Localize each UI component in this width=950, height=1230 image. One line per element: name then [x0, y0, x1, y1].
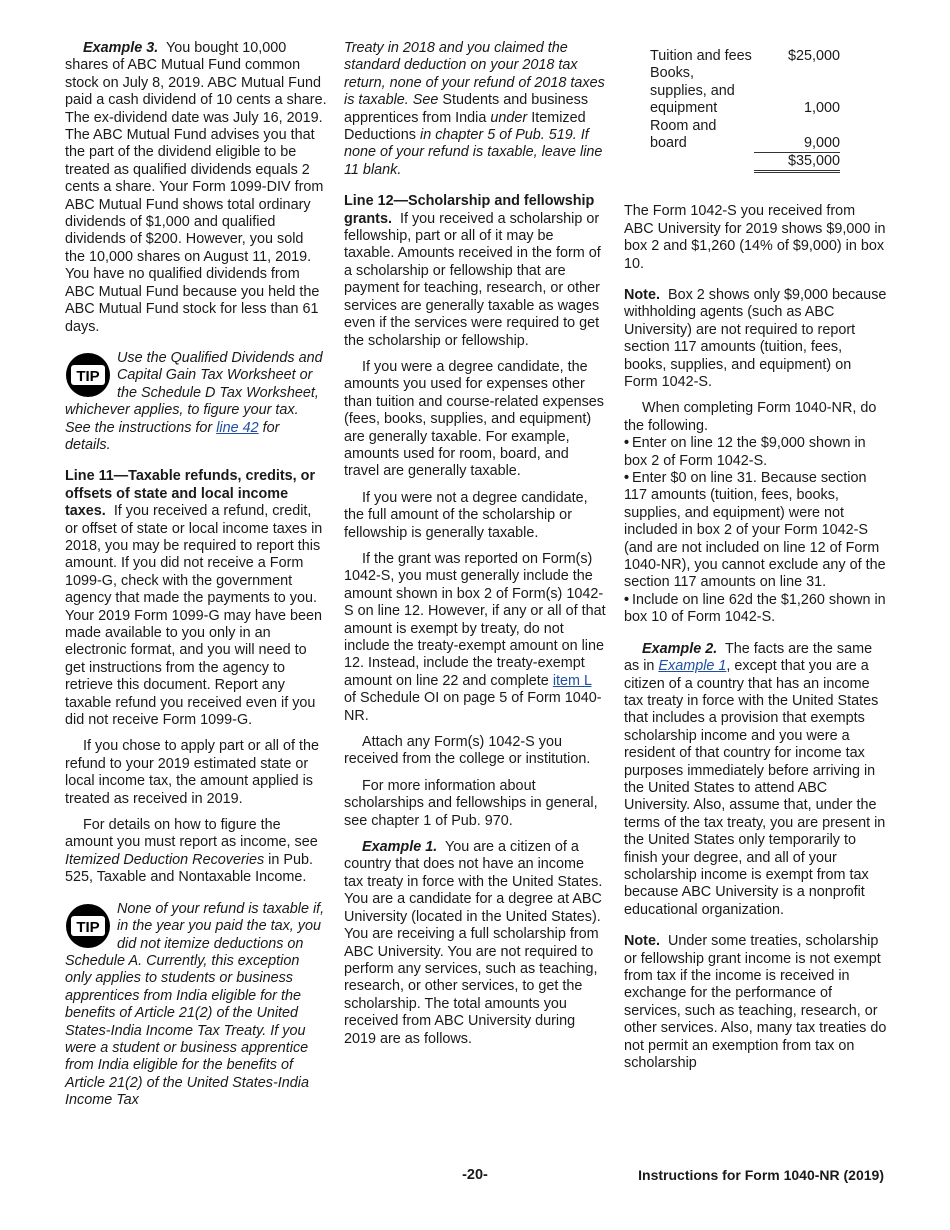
note-1-label: Note. — [624, 286, 660, 303]
line-12-paragraph — [344, 193, 606, 350]
bullet-text: Enter $0 on line 31. Because section 117 amounts (tuition, fees, books, supplies, and equipment) were not included in box 2 of your Form 1042-S (and are not included on line 12 of Form 1040-NR), you cannot exclude any of the section 117 amounts on line 31. — [624, 470, 886, 591]
treaty-text-a: Treaty in 2018 and you claimed the standard deduction on your 2018 tax return, none of your refund of 2018 taxes is taxable. See — [344, 40, 605, 109]
table-cell-label: Tuition and fees — [650, 48, 752, 64]
tip-1-body: Use the Qualified Dividends and Capital Gain Tax Worksheet or the Schedule D Tax Worksheet, whichever applies, to figure your tax. See the instructions for — [65, 349, 323, 436]
table-total-row — [650, 152, 840, 171]
treaty-continuation — [344, 40, 606, 179]
example-3-label: Example 3. — [83, 40, 159, 56]
line-11-paragraph — [65, 468, 327, 729]
line-11-text: If you received a refund, credit, or offset of state or local income taxes in 2018, you may be required to report this amount. If you did not receive a Form 1099-G, check with the government agency that made the payments to you. Your 2019 Form 1099-G may have been made available to you only in an electronic format, and you will need to get instructions from the agency to retrieve this document. Report any taxable refund you received even if you did not receive Form 1099-G. — [65, 503, 323, 729]
form-1042s-paragraph: The Form 1042-S you received from ABC University for 2019 shows $9,000 in box 2 and $1,260 (14% of $9,000) in box 10. — [624, 203, 886, 272]
item-l-link[interactable]: item L — [552, 672, 592, 689]
bullet-item: • Enter on line 12 the $9,000 shown in box 2 of Form 1042-S. — [624, 435, 866, 469]
table-cell-label: Room and board — [650, 117, 717, 152]
table-row — [650, 118, 840, 153]
not-degree-candidate-paragraph: If you were not a degree candidate, the full amount of the scholarship or fellowship is generally taxable. — [344, 489, 588, 541]
attach-paragraph: Attach any Form(s) 1042-S you received from the college or institution. — [344, 734, 591, 768]
table-row — [650, 48, 840, 65]
tip-icon — [65, 903, 111, 949]
bullet-item: • Enter $0 on line 31. Because section 117 amounts (tuition, fees, books, supplies, and equipment) were not included in box 2 of your Form 1042-S (and are not included on line 12 of Form 1040-NR), you cannot exclude any of the section 117 amounts on line 31. — [624, 470, 886, 591]
line-11-heading: Line 11—Taxable refunds, credits, or offsets of state and local income taxes. — [65, 468, 316, 520]
example-3-paragraph — [65, 40, 327, 336]
tip-box-2 — [65, 901, 327, 1110]
treaty-text-normal-2: Itemized Deductions — [344, 109, 586, 144]
example-2-text-b: , except that you are a citizen of a country that has an income tax treaty in force with the United States that includes a provision that exempts scholarship income and you were a resident of that country for income tax purposes immediately before arriving in the United States to attend ABC University. Also, assume that, under the terms of the tax treaty, you are present in the United States only temporarily to finish your degree, and all of your scholarship income is exempt from tax because ABC University is a nonprofit educational organization. — [624, 658, 886, 918]
example-1-text: You are a citizen of a country that does not have an income tax treaty in force with the United States. You are a candidate for a degree at ABC University (located in the United States). You are receiving a full scholarship from ABC University. You are not required to perform any services, such as teaching, research, or other services, to get the scholarship. The total amounts you received from ABC University during 2019 are as follows. — [344, 839, 603, 1047]
details-text-a: For details on how to figure the amount you must report as income, see — [65, 817, 318, 851]
page-number: -20- — [462, 1167, 488, 1183]
bullet-item: • Include on line 62d the $1,260 shown in box 10 of Form 1042-S. — [624, 591, 886, 626]
table-cell-label: Books, supplies, and equipment — [650, 65, 735, 117]
tip-1-end: for details. — [65, 419, 280, 453]
completing-paragraph: When completing Form 1040-NR, do the following. — [624, 400, 877, 434]
note-2-label: Note. — [624, 933, 660, 950]
example-1-link[interactable]: Example 1 — [658, 658, 727, 675]
line-42-link[interactable]: line 42 — [216, 419, 259, 436]
grant-reported-paragraph — [344, 551, 606, 725]
column-1 — [65, 40, 327, 1110]
table-row — [650, 65, 840, 117]
grant-text-b: of Schedule OI on page 5 of Form 1040-NR. — [344, 690, 602, 724]
grant-text-a: If the grant was reported on Form(s) 1042-S, you must generally include the amount shown in box 2 of Form(s) 1042-S on line 12. However, if any or all of that amount is exempt by treaty, do not include the treaty-exempt amount on line 12. Instead, include the treaty-exempt amount on line 22 and complete — [344, 550, 606, 689]
note-1-text: Box 2 shows only $9,000 because withholding agents (such as ABC University) are not required to report section 117 amounts (tuition, fees, books, supplies, and equipment) on Form 1042-S. — [624, 286, 887, 390]
tip-2-text: None of your refund is taxable if, in the year you paid the tax, you did not itemize deductions on Schedule A. Currently, this exception only applies to students or business apprentices from India eligible for the benefits of Article 21(2) of the United States-India Income Tax Treaty. If you were a student or business apprentice from India eligible for the benefits of Article 21(2) of the United States-India Income Tax — [65, 900, 325, 1109]
example-3-text: You bought 10,000 shares of ABC Mutual Fund common stock on July 8, 2019. ABC Mutual Fund paid a cash dividend of 10 cents a share. The ex-dividend date was July 16, 2019. The ABC Mutual Fund advises you that the part of the dividend eligible to be treated as qualified dividends equals 2 cents a share. Your Form 1099-DIV from ABC Mutual Fund shows total ordinary dividends of $1,000 and qualified dividends of $200. However, you sold the 10,000 shares on August 11, 2019. You have no qualified dividends from ABC Mutual Fund because you held the ABC Mutual Fund stock for less than 61 days. — [65, 40, 327, 335]
scholarship-amounts-table — [650, 48, 840, 173]
line-12-text: If you received a scholarship or fellowship, part or all of it may be taxable. Amounts received in the form of a scholarship or fellowship that are payment for teaching, research, or other services are generally taxable as wages even if the services were required to get the scholarship or fellowship. — [344, 210, 601, 349]
degree-candidate-paragraph: If you were a degree candidate, the amounts you used for expenses other than tuition and course-related expenses (fees, books, supplies, and equipment) are generally taxable. For example, amounts used for room, board, and travel are generally taxable. — [344, 358, 605, 480]
details-italic: Itemized Deduction Recoveries — [65, 851, 265, 868]
details-text-b: in Pub. 525, Taxable and Nontaxable Income. — [65, 851, 313, 886]
document-title: Instructions for Form 1040-NR (2019) — [638, 1167, 884, 1183]
example-2-text-a: The facts are the same as in — [624, 640, 873, 675]
column-2 — [344, 40, 606, 1048]
treaty-text-b: under — [490, 109, 528, 126]
table-cell-amount: $25,000 — [787, 48, 840, 64]
example-1-paragraph — [344, 839, 606, 1048]
note-1-paragraph — [624, 287, 887, 391]
example-2-label: Example 2. — [642, 640, 718, 657]
details-paragraph — [65, 817, 327, 887]
line-12-heading: Line 12—Scholarship and fellowship grants. — [344, 193, 595, 227]
tip-icon — [65, 352, 111, 398]
table-cell-amount: 1,000 — [803, 100, 840, 117]
estimated-tax-paragraph: If you chose to apply part or all of the refund to your 2019 estimated state or local income tax, the amount applied is treated as received in 2019. — [65, 738, 319, 807]
column-3 — [624, 48, 887, 1072]
table-cell-amount: 9,000 — [754, 118, 840, 153]
note-2-text: Under some treaties, scholarship or fellowship grant income is not exempt from tax if the income is received in exchange for the performance of services, such as teaching, research, or other services. Also, many tax treaties do not permit an exemption from tax on scholarship — [624, 933, 887, 1072]
note-2-paragraph — [624, 933, 887, 1072]
treaty-text-normal-1: Students and business apprentices from India — [344, 92, 589, 126]
tip-icon-label: TIP — [76, 918, 100, 936]
tip-box-1 — [65, 350, 327, 454]
table-total: $35,000 — [754, 152, 840, 171]
bullet-text: Include on line 62d the $1,260 shown in box 10 of Form 1042-S. — [624, 591, 886, 626]
bullet-text: Enter on line 12 the $9,000 shown in box 2 of Form 1042-S. — [624, 435, 866, 469]
treaty-text-c: in chapter 5 of Pub. 519. If none of your refund is taxable, leave line 11 blank. — [344, 127, 603, 178]
example-1-label: Example 1. — [362, 839, 438, 856]
tip-icon-label: TIP — [76, 367, 100, 385]
example-2-paragraph — [624, 641, 887, 920]
more-info-paragraph: For more information about scholarships and fellowships in general, see chapter 1 of Pub. 970. — [344, 777, 598, 829]
